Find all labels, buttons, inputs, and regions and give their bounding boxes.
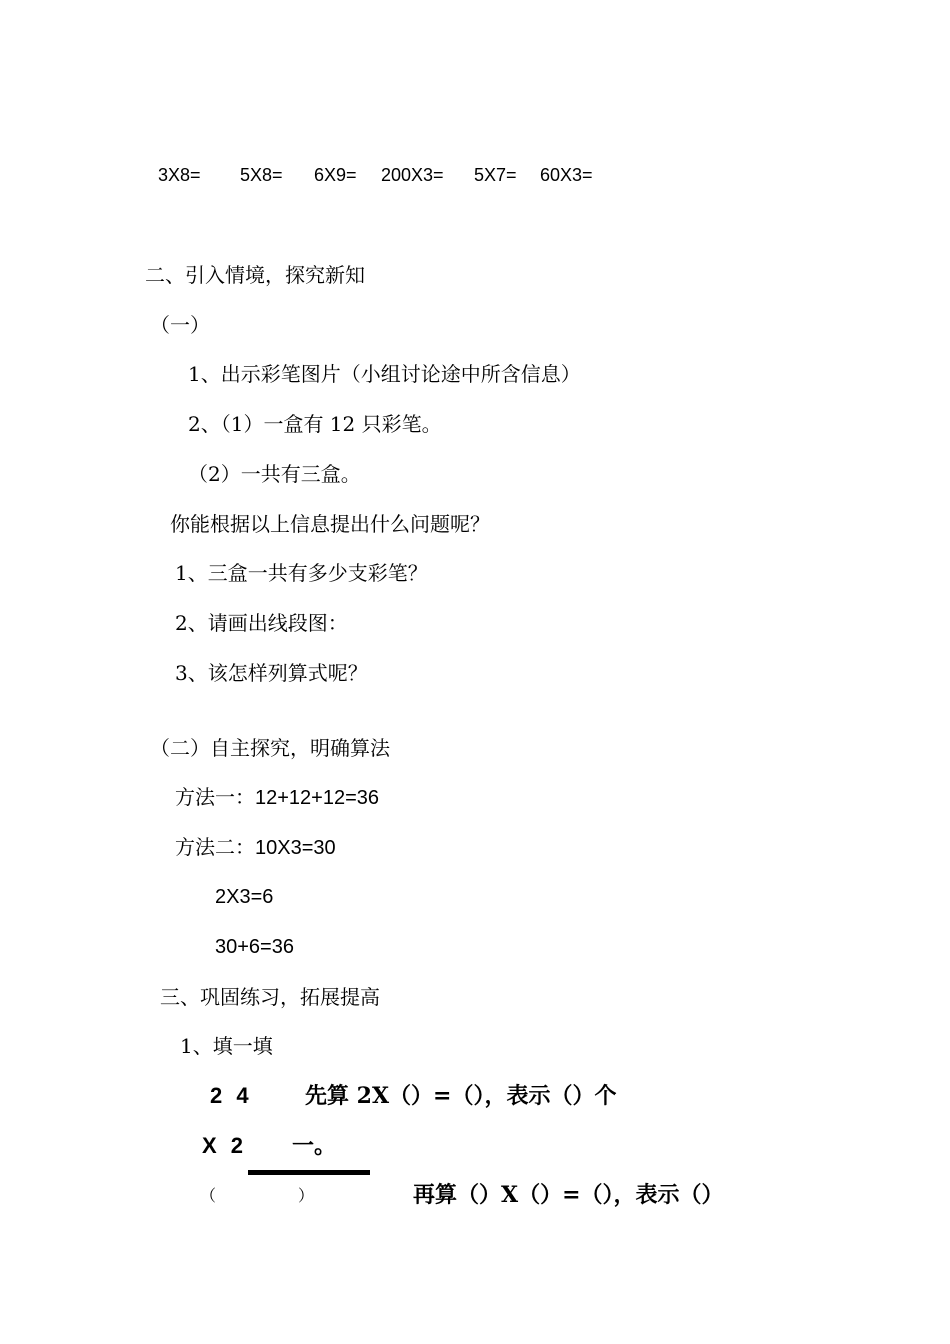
question-prompt: 你能根据以上信息提出什么问题呢？: [170, 512, 490, 536]
warmup-expression-2: 5X8=: [240, 165, 283, 185]
warmup-expression-4: 200X3=: [381, 165, 444, 185]
section-2-heading: 二、引入情境，探究新知: [145, 263, 365, 287]
warmup-expression-6: 60X3=: [540, 165, 593, 185]
question-1: 1、三盒一共有多少支彩笔？: [175, 561, 428, 585]
question-3: 3、该怎样列算式呢？: [175, 661, 368, 685]
method-2: [175, 834, 336, 861]
part-1-item-2: 2、（1）一盒有 12 只彩笔。: [188, 412, 442, 436]
part-1-item-3: （2）一共有三盒。: [188, 462, 361, 486]
method-2-step-3: 30+6=36: [215, 936, 294, 958]
section-3-heading: 三、巩固练习，拓展提高: [160, 985, 380, 1009]
vertical-result-rule: [248, 1170, 370, 1175]
section-3-item-1: 1、填一填: [180, 1034, 273, 1058]
result-paren-left: （: [200, 1186, 217, 1205]
question-2: 2、请画出线段图：: [175, 611, 348, 635]
vertical-multiplier: X 2: [202, 1133, 248, 1158]
warmup-expression-3: 6X9=: [314, 165, 357, 185]
method-1: [175, 784, 379, 811]
method-2-expression: 10X3=30: [255, 837, 336, 859]
warmup-expression-1: 3X8=: [158, 165, 201, 185]
vertical-multiplicand: 2 4: [210, 1083, 253, 1108]
method-1-expression: 12+12+12=36: [255, 787, 380, 809]
method-1-label: 方法一：: [175, 785, 255, 809]
part-1-label: （一）: [150, 313, 210, 337]
part-2-heading: （二）自主探究，明确算法: [150, 736, 390, 760]
part-1-item-1: 1、出示彩笔图片（小组讨论途中所含信息）: [188, 362, 581, 386]
warmup-expression-5: 5X7=: [474, 165, 517, 185]
step-1-line-2: 一。: [292, 1133, 337, 1159]
method-2-step-2: 2X3=6: [215, 886, 274, 908]
step-2-line: 再算（）X（）=（），表示（）: [413, 1182, 724, 1208]
method-2-label: 方法二：: [175, 835, 255, 859]
result-paren-right: ）: [298, 1186, 315, 1205]
step-1-line-1: 先算 2X（）=（），表示（）个: [305, 1083, 617, 1109]
